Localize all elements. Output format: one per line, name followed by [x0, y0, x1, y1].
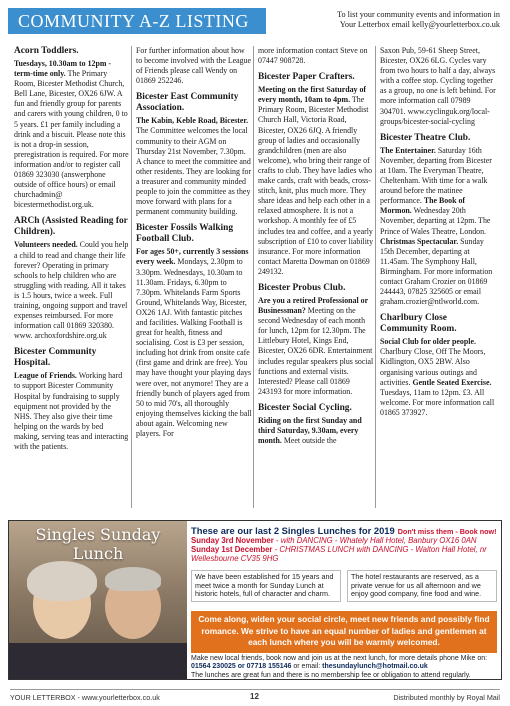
advert-heading: [191, 525, 497, 536]
listing-acorn-body: The Primary Room, Bicester Methodist Church, Bell Lane, Bicester, OX26 6JW. A fun and friendly group for parents and carers with young children, 0 to 5 years. £1 per family including a drink and a biscuit. Please note this is not a drop-in session, preregistration is required. For more information and/or to register call 01869 323030 (answerphone outside of office hours) or email churchadmin@ bicestermethodist.org.uk.: [14, 69, 129, 210]
contact-line-2: Your Letterbox email kelly@yourletterbox.co.uk: [339, 20, 500, 29]
listing-theatre-body-1: Saturday 16th November, departing from Bicester at 10am. The Everyman Theatre, Cheltenham. With time for a walk around before the matinee performance.: [380, 145, 492, 206]
listing-title-charlbury: Charlbury Close Community Room.: [380, 313, 457, 335]
advert-phones: 01564 230025 or 07718 155146: [191, 663, 292, 671]
listing-hospital-lead: League of Friends.: [14, 371, 77, 381]
listing-title-arch: ARCh (Assisted Reading for Children).: [14, 216, 128, 238]
listing-fossils-body: Mondays, 2.30pm to 3.30pm. Wednesdays, 10.30am to 11.30am. Fridays, 6.30pm to 7.30pm. Whitelands Farm Sports Ground, Whitelands Way, Bicester, OX26 1AJ. With fantastic pitches and facilities. Walking Football is great for health, fitness and socialising. Cost is £3 per session, including hot drink from onsite cafe (first game and drink are free). You may have thought your playing days were over, not anymore! They are a friendly bunch of players aged from 50 to mid 70's, all thoroughly enjoying themselves kicking the ball about again. Welcoming new players. For: [136, 257, 252, 438]
listing-title-hospital: Bicester Community Hospital.: [14, 347, 97, 369]
listing-fossils-lead: For ages 50+, currently 3 sessions every week.: [136, 247, 249, 267]
column-4: [380, 46, 496, 508]
listing-title-fossils: Bicester Fossils Walking Football Club.: [136, 223, 234, 245]
woman-hair: [27, 561, 97, 601]
lunch-date-2-day: Sunday 1st December: [191, 545, 273, 555]
man-hair: [105, 567, 161, 591]
advert-content: [191, 525, 497, 677]
listing-fossils-continued: more information contact Steve on 07447 908728.: [258, 46, 368, 66]
listing-acorn: [14, 59, 130, 210]
advert-banner: Come along, widen your social circle, meet new friends and possibly find romance. We strive to have an equal number of ladies and gentlemen at each lunch where you will be warmly welcomed.: [191, 611, 497, 653]
advert-footer-line-2: The lunches are great fun and there is no membership fee or obligation to attend regularly.: [191, 671, 471, 679]
listing-title-east-community: Bicester East Community Association.: [136, 92, 239, 114]
listing-columns: [14, 46, 500, 508]
listing-theatre-lead-2: The Book of Mormon.: [380, 196, 466, 216]
lunch-date-1: [191, 536, 497, 545]
column-1: [14, 46, 130, 508]
lunch-date-1-detail: - with DANCING - Whately Hall Hotel, Banbury OX16 0AN: [273, 536, 477, 545]
listing-arch-lead: Volunteers needed.: [14, 240, 78, 250]
column-3: [258, 46, 374, 508]
advert-email: thesundaylunch@hotmail.co.uk: [322, 663, 428, 671]
section-title: COMMUNITY A-Z LISTING: [8, 8, 266, 34]
listing-title-paper-crafters: Bicester Paper Crafters.: [258, 72, 355, 83]
listing-probus: [258, 296, 374, 397]
listing-hospital-body: Working hard to support Bicester Community Hospital by fundraising to supply equipment not provided by the NHS. They also give their time helping on the wards by bed making, serving teas and interacting with the patients.: [14, 371, 129, 451]
advert-footer: [191, 655, 497, 680]
listing-paper-body: The Primary Room, Bicester Methodist Church Hall, Victoria Road, Bicester, OX26 6JQ. A friendly group of ladies and occasionally grandchildren (men are also welcome), who bring their range of crafts to club. They have ladies who make cards, craft with beads, cross-stitch, knit, plus much more. They share ideas and help each other in a relaxed atmosphere. It is not a workshop. A monthly fee of £5 includes tea and coffee, and a yearly subscription of £10 to cover liability insurance. For more information contact Maretta Dowman on 01869 249132.: [258, 95, 374, 276]
lunch-date-1-day: Sunday 3rd November: [191, 536, 274, 545]
page-footer: [10, 689, 500, 705]
listing-charlbury-body-1: Charlbury Close, Off The Moors, Kidlington, OX5 2BW. Also organising various outings and activities.: [380, 347, 486, 387]
listing-fossils: [136, 247, 252, 439]
advert-info-right: The hotel restaurants are reserved, as a private venue for us all afternoon and we enjoy good company, fine food and wine.: [347, 570, 497, 602]
listing-theatre-lead-1: The Entertainer.: [380, 145, 436, 155]
listing-social-cycling: [258, 416, 374, 446]
footer-publication: YOUR LETTERBOX - www.yourletterbox.co.uk: [10, 693, 160, 702]
listing-title-theatre: Bicester Theatre Club.: [380, 132, 471, 143]
listing-title-probus: Bicester Probus Club.: [258, 282, 346, 293]
listing-hospital-continued: For further information about how to become involved with the League of Friends please call Wendy on 01869 252246.: [136, 46, 252, 86]
listing-hospital: [14, 371, 130, 452]
listing-contact-note: [270, 10, 500, 30]
listing-east-lead: The Kabin, Keble Road, Bicester.: [136, 116, 249, 126]
advert-footer-line-1: Make new local friends, book now and join us at the next lunch, for more details phone Mike on:: [191, 655, 488, 662]
lunch-date-2: [191, 545, 497, 563]
listing-probus-lead: Are you a retired Professional or Businessman?: [258, 295, 368, 316]
listing-theatre-lead-3: Christmas Spectacular.: [380, 236, 459, 246]
advert-title: Singles Sunday Lunch: [35, 525, 161, 563]
listing-paper-lead: Meeting on the first Saturday of every month, 10am to 4pm.: [258, 85, 367, 105]
clothing-shape: [9, 643, 187, 679]
listing-cycling-lead: Riding on the first Sunday and third Saturday, 9.30am, every month.: [258, 415, 362, 446]
advert-info-left: We have been established for 15 years and meet twice a month for Sunday Lunch at historic hotels, full of character and charm.: [191, 570, 341, 602]
listing-arch: [14, 240, 130, 341]
advert-or: or email:: [291, 663, 323, 671]
listing-charlbury: [380, 337, 496, 418]
listing-arch-body: Could you help a child to read and change their life forever? Operating in primary schools to help children who are struggling with reading. All it takes is 1.5 hours, twice a week. Full training, ongoing support and travel expenses reimbursed. For more information call 01869 320380. www. archoxfordshire.org.uk: [14, 240, 129, 341]
listing-probus-body: Meeting on the second Wednesday of each month for lunch, 12pm for 12.30pm. The Littlebury Hotel, Kings End, Bicester, OX26 6DR. Entertainment includes regular speakers plus social functions and external visits. Interested? Please call 01869 243193 for more information.: [258, 306, 374, 396]
advert-heading-text: These are our last 2 Singles Lunches for 2019: [191, 525, 395, 536]
listing-charlbury-lead-2: Gentle Seated Exercise.: [412, 377, 492, 387]
listing-theatre: [380, 146, 496, 308]
listing-title-social-cycling: Bicester Social Cycling.: [258, 402, 352, 413]
listing-theatre-body-3: Sunday 15th December, departing at 11.45am. The Symphony Hall, Birmingham. For more information contact Graham Crozier on 01869 244443, 07825 325605 or email graham.crozier@ntlworld.com.: [380, 236, 493, 307]
listing-charlbury-body-2: Tuesdays, 11am to 12pm. £3. All welcome. For more information call 01865 373927.: [380, 387, 495, 417]
advert-photo: [9, 521, 187, 679]
page-number: 12: [250, 692, 259, 701]
listing-paper-crafters: [258, 85, 374, 277]
listing-cycling-continued: Saxon Pub, 59-61 Sheep Street, Bicester, OX26 6LG. Cycles vary from two hours to half a day, always with a coffee stop. Cycling together as a group, no one is left behind. For more information call 07989 304701. www.cyclinguk.org/local-groups/bicester-social-cycling: [380, 46, 496, 126]
contact-line-1: To list your community events and information in: [337, 10, 500, 19]
listing-east-body: The Committee welcomes the local community to their AGM on Thursday 21st November, 7.30pm. A chance to meet the committee and other residents. They are looking for a treasurer and community minded people to join the committee as they move forward with plans for a permanent community building.: [136, 126, 252, 217]
lunch-date-2-detail: - CHRISTMAS LUNCH with DANCING - Walton Hall Hotel, nr Wellesbourne CV35 9HG: [191, 545, 487, 564]
listing-charlbury-lead-1: Social Club for older people.: [380, 337, 476, 347]
advert-contact-line: [191, 663, 497, 671]
listing-east-community: [136, 116, 252, 217]
listing-title-acorn: Acorn Toddlers.: [14, 46, 79, 56]
singles-lunch-advert: [8, 520, 502, 680]
listing-acorn-time: Tuesdays, 10.30am to 12pm - term-time only.: [14, 59, 112, 79]
listing-cycling-body: Meet outside the: [283, 436, 337, 446]
listing-theatre-body-2: Wednesday 20th November, departing at 12pm. The Prince of Wales Theatre, London.: [380, 206, 491, 236]
footer-distribution: Distributed monthly by Royal Mail: [393, 693, 500, 702]
column-2: [136, 46, 252, 508]
book-now-note: Don't miss them - Book now!: [397, 527, 497, 536]
